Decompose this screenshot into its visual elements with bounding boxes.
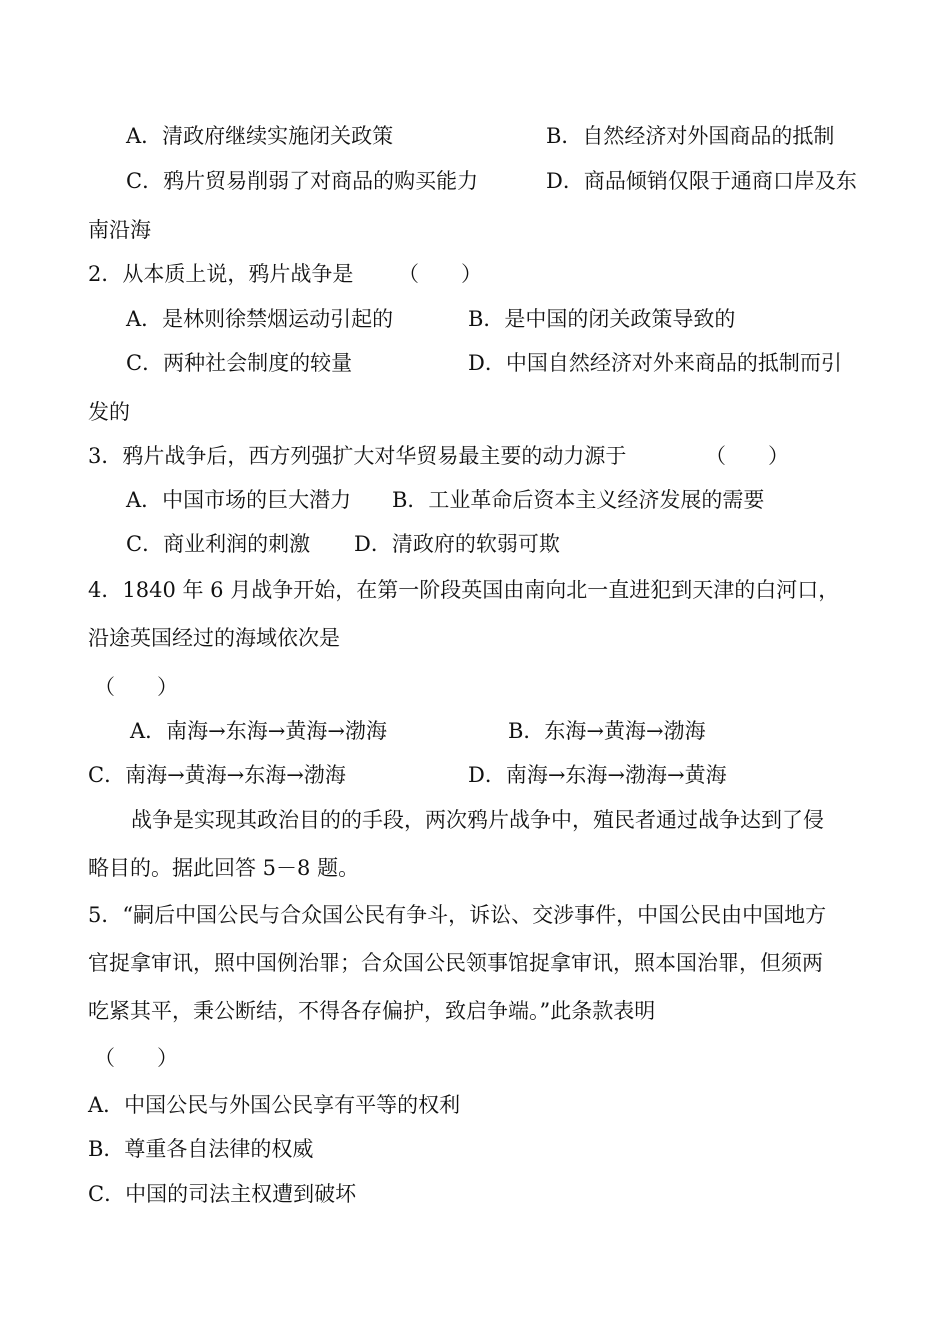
q3-answer-bracket: （ ） [705,444,789,468]
q2-option-b: B．是中国的闭关政策导致的 [468,307,736,331]
q5-stem-line1: 5．“嗣后中国公民与合众国公民有争斗，诉讼、交涉事件，中国公民由中国地方 [88,903,827,927]
q5-option-b: B．尊重各自法律的权威 [88,1137,314,1161]
q3-option-c: C．商业利润的刺激 [126,532,311,556]
q1-option-d-continued: 南沿海 [88,218,151,242]
q3-option-b: B．工业革命后资本主义经济发展的需要 [392,488,765,512]
intro-line2: 略目的。据此回答 5－8 题。 [88,856,360,880]
q1-option-d: D．商品倾销仅限于通商口岸及东 [546,169,857,193]
q3-option-d: D．清政府的软弱可欺 [354,532,560,556]
q4-option-c: C．南海→黄海→东海→渤海 [88,763,346,787]
q2-option-c: C．两种社会制度的较量 [126,351,353,375]
q4-option-d: D．南海→东海→渤海→黄海 [468,763,727,787]
q4-stem-line1: 4．1840 年 6 月战争开始，在第一阶段英国由南向北一直进犯到天津的白河口， [88,578,840,602]
q2-option-d: D．中国自然经济对外来商品的抵制而引 [468,351,842,375]
q2-option-a: A．是林则徐禁烟运动引起的 [126,307,394,331]
q4-answer-bracket: （ ） [94,675,178,699]
q5-option-c: C．中国的司法主权遭到破坏 [88,1182,357,1206]
q5-option-a: A．中国公民与外国公民享有平等的权利 [88,1093,461,1117]
q4-option-a: A．南海→东海→黄海→渤海 [130,719,387,743]
q1-option-c: C．鸦片贸易削弱了对商品的购买能力 [126,169,479,193]
q3-option-a: A．中国市场的巨大潜力 [126,488,352,512]
q3-stem: 3．鸦片战争后，西方列强扩大对华贸易最主要的动力源于 [88,444,627,468]
q2-stem: 2．从本质上说，鸦片战争是 [88,262,354,286]
intro-line1: 战争是实现其政治目的的手段，两次鸦片战争中，殖民者通过战争达到了侵 [131,808,824,832]
q2-option-d-continued: 发的 [88,400,130,424]
q1-option-a: A．清政府继续实施闭关政策 [126,124,394,148]
q2-answer-bracket: （ ） [398,262,482,286]
q4-stem-line2: 沿途英国经过的海域依次是 [88,626,340,650]
q5-answer-bracket: （ ） [94,1046,178,1070]
q5-stem-line2: 官捉拿审讯，照中国例治罪；合众国公民领事馆捉拿审讯，照本国治罪，但须两 [88,951,823,975]
q5-stem-line3: 吃紧其平，秉公断结，不得各存偏护，致启争端。”此条款表明 [88,999,656,1023]
q4-option-b: B．东海→黄海→渤海 [508,719,706,743]
q1-option-b: B．自然经济对外国商品的抵制 [546,124,835,148]
